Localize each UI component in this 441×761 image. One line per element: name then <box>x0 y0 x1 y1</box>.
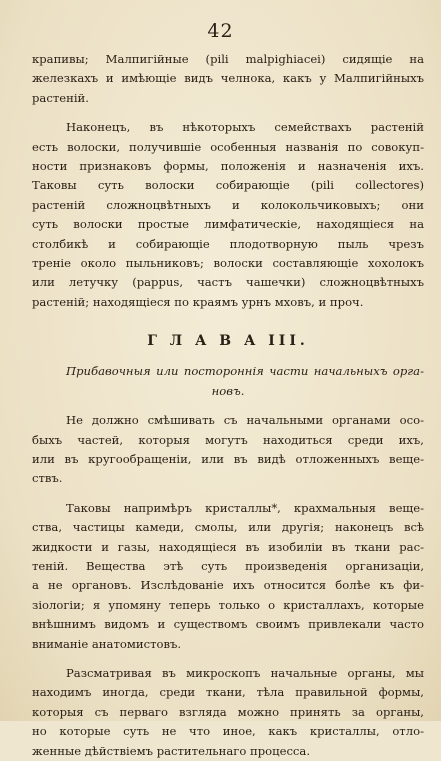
text-line: жидкости и газы, находящіеся въ изобиліи въ ткани рас- <box>32 539 424 554</box>
text-line: растеній; находящіеся по краямъ урнъ мховъ, и проч. <box>32 294 364 309</box>
text-line: крапивы; Малпигійные (pili malpighiacei) сидящіе на <box>32 52 424 66</box>
text-line: есть волоски, получившіе особенныя названія по совокуп- <box>32 139 424 154</box>
text-line: внѣшнимъ видомъ и существомъ своимъ привлекали часто <box>32 617 424 632</box>
text-line: суть волоски простые лимфатическіе, находящіеся на <box>32 217 424 232</box>
text-line: которыя съ перваго взгляда можно принять за органы, <box>32 704 424 719</box>
subtitle-line: Прибавочныя или постороннія части начальныхъ орга- <box>66 364 424 379</box>
paragraph-1 <box>32 50 424 108</box>
body-text <box>32 50 424 761</box>
text-line: а не органовъ. Изслѣдованіе ихъ относится болѣе къ фи- <box>32 578 424 593</box>
paragraph-2 <box>32 118 424 312</box>
text-line: ности признаковъ формы, положенія и назначенія ихъ. <box>32 159 424 174</box>
text-line: железкахъ и имѣющіе видъ челнока, какъ у Малпигійныхъ <box>32 71 424 86</box>
chapter-title: Г Л А В А III. <box>147 333 309 350</box>
text-line: ства, частицы камеди, смолы, или другія; наконецъ всѣ <box>32 520 424 535</box>
text-line: растеній. <box>32 90 89 105</box>
paragraph-4 <box>32 499 424 654</box>
text-line: зіологіи; я упомяну теперь только о кристаллахъ, которые <box>32 597 424 612</box>
text-line: женные дѣйствіемъ растительнаго процесса. <box>32 743 311 758</box>
text-line: Не должно смѣшивать съ начальными органами осо- <box>66 413 424 428</box>
text-line: вниманіе анатомистовъ. <box>32 636 182 651</box>
text-line: Таковы суть волоски собирающіе (pili collectores) <box>32 178 424 193</box>
text-line: или въ кругообращеніи, или въ видѣ отложенныхъ веще- <box>32 451 424 466</box>
text-line: или летучку (pappus, частъ чашечки) сложноцвѣтныхъ <box>32 275 424 290</box>
text-line: находимъ иногда, среди ткани, тѣла правильной формы, <box>32 685 424 700</box>
text-line: но которые суть не что иное, какъ кристаллы, отло- <box>32 724 424 739</box>
text-line: Наконецъ, въ нѣкоторыхъ семействахъ растеній <box>66 120 424 135</box>
chapter-subtitle <box>32 362 424 401</box>
paragraph-3 <box>32 411 424 489</box>
text-line: быхъ частей, которыя могутъ находиться среди ихъ, <box>32 432 424 447</box>
text-line: растеній сложноцвѣтныхъ и колокольчиковыхъ; они <box>32 197 424 212</box>
text-line: Разсматривая въ микроскопъ начальные органы, мы <box>66 665 424 680</box>
text-line: Таковы напримѣръ кристаллы*, крахмальныя веще- <box>66 500 424 515</box>
page-number: 42 <box>207 20 234 42</box>
subtitle-line: новъ. <box>211 383 245 398</box>
text-line: ствъ. <box>32 471 63 486</box>
text-line: теній. Вещества этѣ суть произведенія организаціи, <box>32 558 424 573</box>
text-line: треніе около пыльниковъ; волоски составляющіе хохолокъ <box>32 256 424 271</box>
paragraph-5 <box>32 664 424 761</box>
text-line: столбикѣ и собирающіе плодотворную пыль чрезъ <box>32 236 424 251</box>
